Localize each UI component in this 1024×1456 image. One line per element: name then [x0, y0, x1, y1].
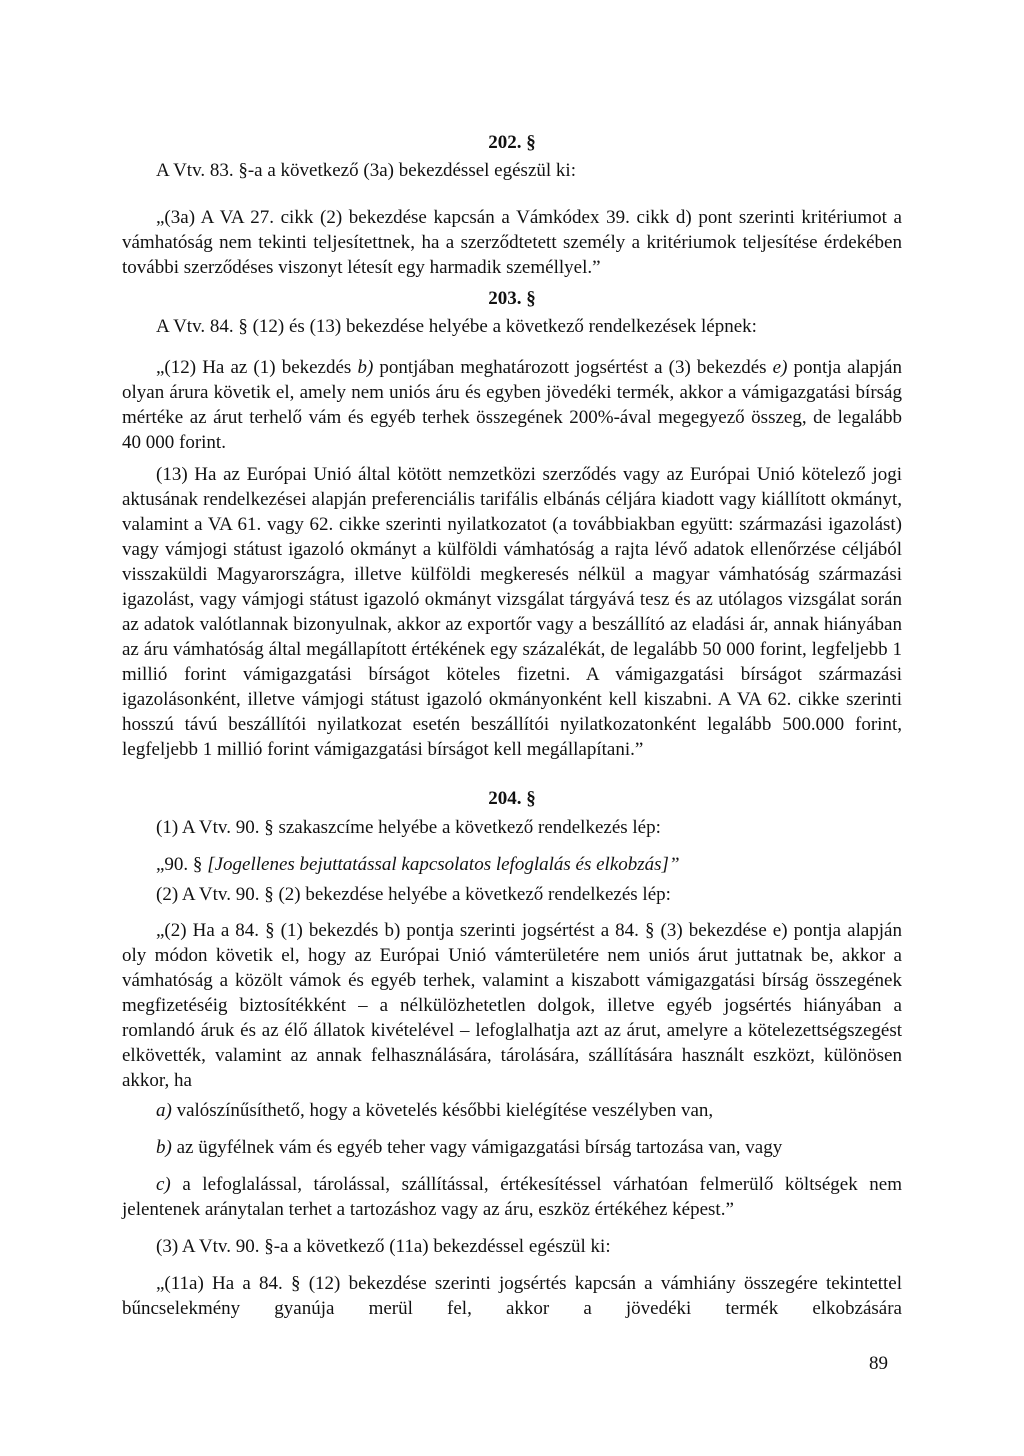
s204-paragraph-3: (3) A Vtv. 90. §-a a következő (11a) bekezdéssel egészül ki:: [156, 1236, 611, 1257]
point-c-label: c): [156, 1174, 171, 1195]
s203-p12-text-3: pontja alapján olyan árura követik el, amely nem uniós áru és egyben jövedéki termék, akkor a vámigazgatási bírság mértéke az árut terhelő vám és egyéb terhek összegének 200%-ával megegyező összeg, de legalább 40 000 forint.: [122, 357, 902, 453]
s204-point-b: [122, 1135, 902, 1160]
point-a-label: a): [156, 1100, 172, 1121]
s204-p1q-title: [Jogellenes bejuttatással kapcsolatos lefoglalás és elkobzás]”: [207, 854, 680, 875]
s204-paragraph-3-quote: „(11a) Ha a 84. § (12) bekezdése szerinti jogsértés kapcsán a vámhiány összegére tekintettel bűncselekmény gyanúja merül fel, akkor a jövedéki termék elkobzására: [122, 1273, 902, 1319]
s203-p12-point-e: e): [772, 357, 788, 378]
s203-p12-text-2: pontjában meghatározott jogsértést a (3) bekezdés: [373, 357, 773, 378]
s204-paragraph-1: (1) A Vtv. 90. § szakaszcíme helyébe a következő rendelkezés lép:: [156, 817, 661, 838]
section-heading-204: 204. §: [488, 788, 536, 809]
point-a-text: valószínűsíthető, hogy a követelés későbbi kielégítése veszélyben van,: [171, 1100, 714, 1121]
s204-paragraph-1-quote: [122, 852, 902, 877]
point-b-text: az ügyfélnek vám és egyéb teher vagy vámigazgatási bírság tartozása van, vagy: [171, 1137, 783, 1158]
s204-paragraph-2: (2) A Vtv. 90. § (2) bekezdése helyébe a következő rendelkezés lép:: [156, 884, 671, 905]
section-heading-203: 203. §: [488, 288, 536, 309]
s203-paragraph-13: (13) Ha az Európai Unió által kötött nemzetközi szerződés vagy az Európai Unió kötelező jogi aktusának rendelkezései alapján preferenciális tarifális elbánás céljára kiadott vagy kiállított okmányt, valamint a VA 61. vagy 62. cikke szerinti nyilatkozatot (a továbbiakban együtt: származási igazolást) vagy vámjogi státust igazoló okmányt a külföldi vámhatóság a rajta lévő adatok ellenőrzése céljából visszaküldi Magyarországra, illetve külföldi megkeresés nélkül a magyar vámhatóság származási igazolást, vagy vámjogi státust igazoló okmányt vizsgálat tárgyává tesz és az utólagos vizsgálat során az adatok valótlannak bizonyulnak, akkor az exportőr vagy a beszállító az eladási ár, annak hiányában az áru vámhatóság által megállapított értékének egy százalékát, de legalább 50 000 forint, legfeljebb 1 millió forint vámigazgatási bírságot köteles fizetni. A vámigazgatási bírságot származási igazolásonként, illetve vámjogi státust igazoló okmányonként kell kiszabni. A VA 62. cikke szerinti hosszú távú beszállítói nyilatkozat esetén beszállítói nyilatkozatonként legalább 500.000 forint, legfeljebb 1 millió forint vámigazgatási bírságot kell megállapítani.”: [122, 464, 902, 760]
s204-point-c: [122, 1172, 902, 1222]
point-c-text: a lefoglalással, tárolással, szállítással, értékesítéssel várhatóan felmerülő költségek nem jelentenek aránytalan terhet a tartozáshoz vagy az áru, eszköz értékéhez képest.”: [122, 1174, 902, 1220]
s203-p12-point-b: b): [357, 357, 374, 378]
s204-p1q-number: „90. §: [156, 854, 208, 875]
s202-intro: A Vtv. 83. §-a a következő (3a) bekezdéssel egészül ki:: [156, 160, 576, 181]
s204-paragraph-2-quote: „(2) Ha a 84. § (1) bekezdés b) pontja szerinti jogsértést a 84. § (3) bekezdése e) pontja alapján oly módon követik el, hogy az Európai Unió vámterületére nem uniós árut juttatnak be, akkor a vámhatóság a közölt vámok és egyéb terhek, valamint a kiszabott vámigazgatási bírság összegének megfizetéséig biztosítékként – a nélkülözhetetlen dolgok, illetve egyéb jogsértés hiányában a romlandó áruk és az élő állatok kivételével – lefoglalhatja azt az árut, amelyre a kötelezettségszegést elkövették, valamint az annak felhasználására, tárolására, szállítására használt eszközt, különösen akkor, ha: [122, 920, 902, 1091]
s203-intro: A Vtv. 84. § (12) és (13) bekezdése helyébe a következő rendelkezések lépnek:: [156, 316, 757, 337]
s203-paragraph-12: [122, 355, 902, 455]
page-number: 89: [869, 1353, 888, 1374]
s202-quote: „(3a) A VA 27. cikk (2) bekezdése kapcsán a Vámkódex 39. cikk d) pont szerinti kritériumot a vámhatóság nem tekinti teljesítettnek, ha a szerződtetett személy a kritériumok teljesítése érdekében további szerződéses viszonyt létesít egy harmadik személlyel.”: [122, 207, 902, 278]
s203-p12-text-1: „(12) Ha az (1) bekezdés: [156, 357, 358, 378]
s204-point-a: [122, 1098, 902, 1123]
point-b-label: b): [156, 1137, 172, 1158]
section-heading-202: 202. §: [488, 132, 536, 153]
